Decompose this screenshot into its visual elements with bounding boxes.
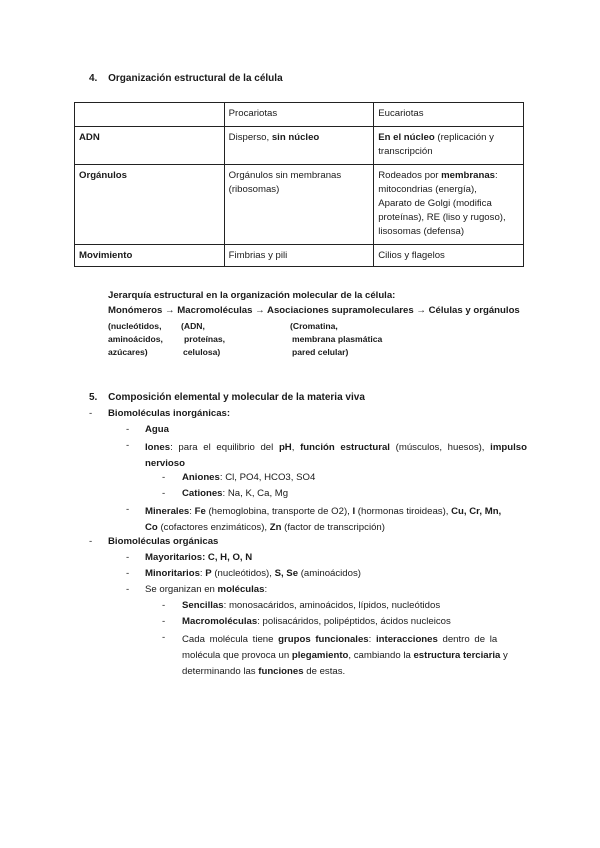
list-bullet-dash: - — [126, 584, 130, 595]
jerarquia-title: Jerarquía estructural en la organización molecular de la célula: — [108, 290, 396, 301]
item-se-organizan: Se organizan en moléculas: — [145, 584, 268, 595]
list-bullet-dash: - — [126, 552, 130, 563]
row-label-adn: ADN — [75, 127, 225, 165]
table-header-row — [75, 103, 524, 127]
cell-organulos-procariotas: Orgánulos sin membranas (ribosomas) — [224, 165, 374, 245]
list-bullet-dash: - — [162, 616, 166, 627]
list-bullet-dash: - — [89, 536, 93, 547]
item-sencillas: Sencillas: monosacáridos, aminoácidos, lípidos, nucleótidos — [182, 600, 441, 611]
item-mayoritarios: Mayoritarios: C, H, O, N — [145, 552, 253, 563]
item-iones: Iones: para el equilibrio del pH, función estructural (músculos, huesos), impulso nervioso — [145, 442, 527, 469]
section-4-title: Organización estructural de la célula — [108, 73, 283, 84]
list-bullet-dash: - — [162, 488, 166, 499]
cell-organulos-eucariotas: Rodeados por membranas: mitocondrias (energía), Aparato de Golgi (modifica proteínas), RE (liso y rugoso), lisosomas (defensa) — [374, 165, 524, 245]
table-header-empty — [75, 103, 225, 127]
cell-adn-procariotas: Disperso, sin núcleo — [224, 127, 374, 165]
list-bullet-dash: - — [162, 600, 166, 611]
list-bullet-dash: - — [162, 632, 166, 643]
table-header-eucariotas: Eucariotas — [374, 103, 524, 127]
item-cationes: Cationes: Na, K, Ca, Mg — [182, 488, 289, 499]
cell-adn-eucariotas: En el núcleo (replicación y transcripción — [374, 127, 524, 165]
table-row — [75, 245, 524, 267]
row-label-movimiento: Movimiento — [75, 245, 225, 267]
cell-movimiento-eucariotas: Cilios y flagelos — [374, 245, 524, 267]
list-bullet-dash: - — [162, 472, 166, 483]
table-header-procariotas: Procariotas — [224, 103, 374, 127]
jerarquia-col-macromoleculas: (ADN, proteínas, celulosa) — [181, 321, 226, 357]
cell-comparison-table — [74, 102, 524, 267]
item-macromoleculas: Macromoléculas: polisacáridos, polipéptidos, ácidos nucleicos — [182, 616, 451, 627]
item-aniones: Aniones: Cl, PO4, HCO3, SO4 — [182, 472, 316, 483]
section-5-heading — [89, 392, 365, 403]
list-bullet-dash: - — [126, 568, 130, 579]
organicas-title: Biomoléculas orgánicas — [108, 536, 219, 547]
item-minerales: Minerales: Fe (hemoglobina, transporte de O2), I (hormonas tiroideas), Cu, Cr, Mn, Co (cofactores enzimáticos), Zn (factor de transcripción) — [145, 506, 502, 533]
jerarquia-col-asociaciones: (Cromatina, membrana plasmática pared celular) — [290, 321, 383, 357]
list-bullet-dash: - — [126, 440, 130, 451]
table-row — [75, 165, 524, 245]
item-cada-molecula: Cada molécula tiene grupos funcionales: interacciones dentro de la molécula que provoca un plegamiento, cambiando la estructura terciaria y determinando las funciones de estas. — [182, 634, 508, 677]
item-minoritarios: Minoritarios: P (nucleótidos), S, Se (aminoácidos) — [145, 568, 361, 579]
list-bullet-dash: - — [89, 408, 93, 419]
jerarquia-chain: Monómeros → Macromoléculas → Asociaciones supramoleculares → Células y orgánulos — [108, 305, 520, 316]
section-4-heading — [89, 73, 283, 84]
section-5-title: Composición elemental y molecular de la materia viva — [108, 392, 365, 403]
section-5-number: 5. — [89, 392, 98, 403]
list-bullet-dash: - — [126, 504, 130, 515]
table-row — [75, 127, 524, 165]
jerarquia-col-monomeros: (nucleótidos, aminoácidos, azúcares) — [108, 321, 163, 357]
cell-movimiento-procariotas: Fimbrias y pili — [224, 245, 374, 267]
inorganicas-title: Biomoléculas inorgánicas: — [108, 408, 231, 419]
row-label-organulos: Orgánulos — [75, 165, 225, 245]
list-bullet-dash: - — [126, 424, 130, 435]
item-agua: Agua — [145, 424, 169, 435]
section-4-number: 4. — [89, 73, 98, 84]
